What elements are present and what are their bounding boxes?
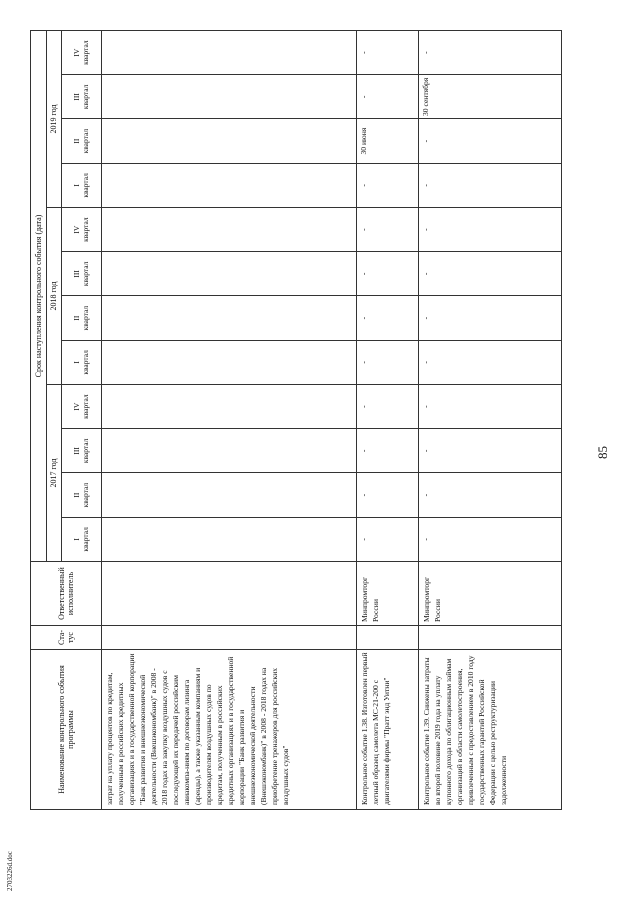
quarter-word: квартал [80, 350, 90, 375]
quarter-number: I [72, 184, 82, 187]
deadline-cell [102, 252, 357, 296]
quarter-number: II [72, 492, 82, 498]
event-name: затрат на уплату процентов по кредитам, полученным в российских кредитных организациях и в государственной корпорации "Банк развития и внешнеэкономической деятельности (Внешэкономбанк)" в 2008 - 2018 годах на закупку воздушных судов с последующей их передачей российским авиакомпа-ниям по договорам лизинга (аренды), а также указанным компаниям и производителям воздушных судов по кредитам, полученным в российских кредитных организациях и в государственной корпорации "Банк развития и внешнеэкономической деятельности (Внешэкономбанк)" в 2008 - 2018 годах на приобретение тренажеров для российских воздушных судов" [102, 650, 357, 810]
deadline-cell [102, 31, 357, 75]
deadline-cell: - [419, 340, 562, 384]
quarter-header [62, 119, 102, 163]
deadline-cell [102, 340, 357, 384]
year-header: 2019 год [47, 31, 62, 208]
quarter-number: IV [72, 48, 82, 57]
table-row [419, 31, 562, 810]
deadline-cell: 30 сентября [419, 75, 562, 119]
quarter-word: квартал [80, 128, 90, 154]
deadline-cell: - [357, 75, 419, 119]
deadline-cell [102, 517, 357, 561]
control-events-table [30, 30, 562, 810]
header-deadline: Срок наступления контрольного события (дата) [31, 31, 47, 562]
quarter-word: квартал [80, 394, 90, 419]
quarter-header [62, 340, 102, 384]
deadline-cell: - [357, 340, 419, 384]
table-row [357, 31, 419, 810]
quarter-number: IV [72, 225, 82, 234]
deadline-cell: - [419, 296, 562, 340]
quarter-word: квартал [80, 173, 90, 198]
quarter-number: III [72, 270, 82, 278]
quarter-number: II [72, 315, 82, 321]
quarter-word: квартал [80, 527, 90, 552]
deadline-cell [102, 208, 357, 252]
quarter-number: III [72, 93, 82, 101]
quarter-word: квартал [80, 261, 90, 287]
quarter-header [62, 75, 102, 119]
year-header: 2018 год [47, 208, 62, 385]
deadline-cell [102, 429, 357, 473]
table-body [102, 31, 562, 810]
deadline-cell: - [357, 429, 419, 473]
event-executor [102, 562, 357, 626]
deadline-cell: - [357, 31, 419, 75]
header-name: Наименование контрольного события программы [31, 650, 102, 810]
deadline-cell [102, 385, 357, 429]
header-executor: Ответственный исполнитель [31, 562, 102, 626]
quarter-header [62, 473, 102, 517]
quarter-word: квартал [80, 40, 90, 65]
deadline-cell: 30 июня [357, 119, 419, 163]
year-header: 2017 год [47, 385, 62, 562]
quarter-word: квартал [80, 217, 90, 242]
header-status: Ста-тус [31, 626, 102, 650]
deadline-cell [102, 296, 357, 340]
deadline-cell: - [357, 163, 419, 207]
deadline-cell: - [419, 517, 562, 561]
quarter-word: квартал [80, 84, 90, 110]
event-status [102, 626, 357, 650]
deadline-cell: - [357, 208, 419, 252]
quarter-number: I [72, 361, 82, 364]
deadline-cell: - [357, 252, 419, 296]
deadline-cell: - [419, 429, 562, 473]
quarter-header [62, 385, 102, 429]
event-executor: Минпромторг России [357, 562, 419, 626]
deadline-cell [102, 119, 357, 163]
deadline-cell [102, 163, 357, 207]
event-name: Контрольное событие 1.38. Изготовлен первый летный образец самолета МС-21-200 с двигателями фирмы "Пратт энд Уитни" [357, 650, 419, 810]
table-row [102, 31, 357, 810]
deadline-cell: - [357, 517, 419, 561]
deadline-cell: - [419, 208, 562, 252]
event-status [419, 626, 562, 650]
quarter-header [62, 163, 102, 207]
quarter-number: I [72, 538, 82, 541]
deadline-cell [102, 75, 357, 119]
deadline-cell: - [357, 385, 419, 429]
deadline-cell: - [419, 385, 562, 429]
quarter-header [62, 517, 102, 561]
deadline-cell: - [419, 163, 562, 207]
footer-filename: 2703226d.doc [6, 851, 14, 891]
page-number: 85 [595, 446, 610, 459]
event-status [357, 626, 419, 650]
deadline-cell: - [419, 119, 562, 163]
quarter-header [62, 296, 102, 340]
quarter-header [62, 208, 102, 252]
quarter-header [62, 429, 102, 473]
event-name: Контрольное событие 1.39. Снижены затраты во второй половине 2019 года на уплату купонного дохода по облигационным займам организаций в области самолетостроения, привлеченным с предоставлением в 2010 году государственных гарантий Российской Федерации с целью реструктуризации задолженности [419, 650, 562, 810]
event-executor: Минпромторг России [419, 562, 562, 626]
quarter-word: квартал [80, 482, 90, 508]
deadline-cell: - [357, 296, 419, 340]
quarter-header [62, 252, 102, 296]
quarter-number: IV [72, 402, 82, 411]
quarter-number: II [72, 138, 82, 144]
quarter-word: квартал [80, 305, 90, 331]
quarter-header [62, 31, 102, 75]
deadline-cell [102, 473, 357, 517]
quarter-number: III [72, 447, 82, 455]
quarter-word: квартал [80, 438, 90, 464]
deadline-cell: - [419, 252, 562, 296]
deadline-cell: - [419, 31, 562, 75]
deadline-cell: - [357, 473, 419, 517]
deadline-cell: - [419, 473, 562, 517]
